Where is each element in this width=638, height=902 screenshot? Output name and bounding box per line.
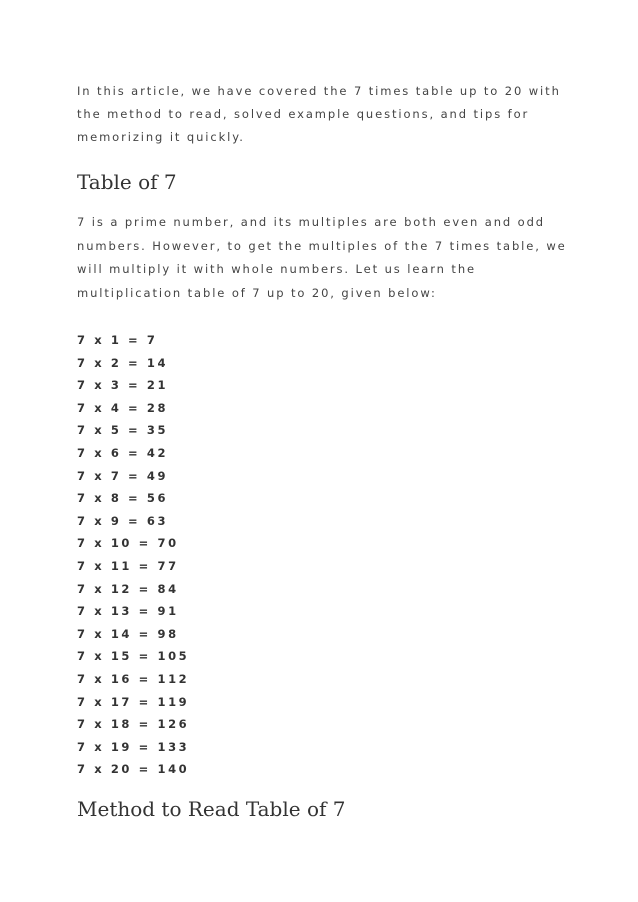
table-row: 7 x 12 = 84 xyxy=(77,581,179,596)
table-row: 7 x 1 = 7 xyxy=(77,333,158,347)
table-row: 7 x 9 = 63 xyxy=(77,513,169,528)
table-description-paragraph: 7 is a prime number, and its multiples are both even and odd numbers. However, to get the multiples of the 7 times table, we will multiply it with whole numbers. Let us learn the multiplication table of 7 up to 20, given below: xyxy=(77,215,567,300)
table-row: 7 x 2 = 14 xyxy=(77,355,169,370)
table-row: 7 x 14 = 98 xyxy=(77,626,179,641)
intro-paragraph: In this article, we have covered the 7 times table up to 20 with the method to read, solved example questions, and tips for memorizing it quickly. xyxy=(77,84,561,144)
table-row: 7 x 5 = 35 xyxy=(77,423,169,438)
table-row: 7 x 11 = 77 xyxy=(77,558,179,573)
table-row: 7 x 16 = 112 xyxy=(77,671,190,686)
table-row: 7 x 4 = 28 xyxy=(77,400,169,415)
multiplication-table-list xyxy=(77,329,189,781)
table-row: 7 x 7 = 49 xyxy=(77,468,169,483)
table-of-7-heading: Table of 7 xyxy=(77,170,177,194)
table-row: 7 x 13 = 91 xyxy=(77,604,179,619)
table-row: 7 x 10 = 70 xyxy=(77,536,179,551)
method-heading: Method to Read Table of 7 xyxy=(77,797,346,821)
table-row: 7 x 17 = 119 xyxy=(77,694,190,709)
table-row: 7 x 6 = 42 xyxy=(77,445,169,460)
table-row: 7 x 18 = 126 xyxy=(77,717,190,732)
table-row: 7 x 15 = 105 xyxy=(77,649,190,664)
table-row: 7 x 19 = 133 xyxy=(77,739,190,754)
table-row: 7 x 20 = 140 xyxy=(77,762,190,777)
table-row: 7 x 3 = 21 xyxy=(77,378,169,393)
table-row: 7 x 8 = 56 xyxy=(77,491,169,506)
